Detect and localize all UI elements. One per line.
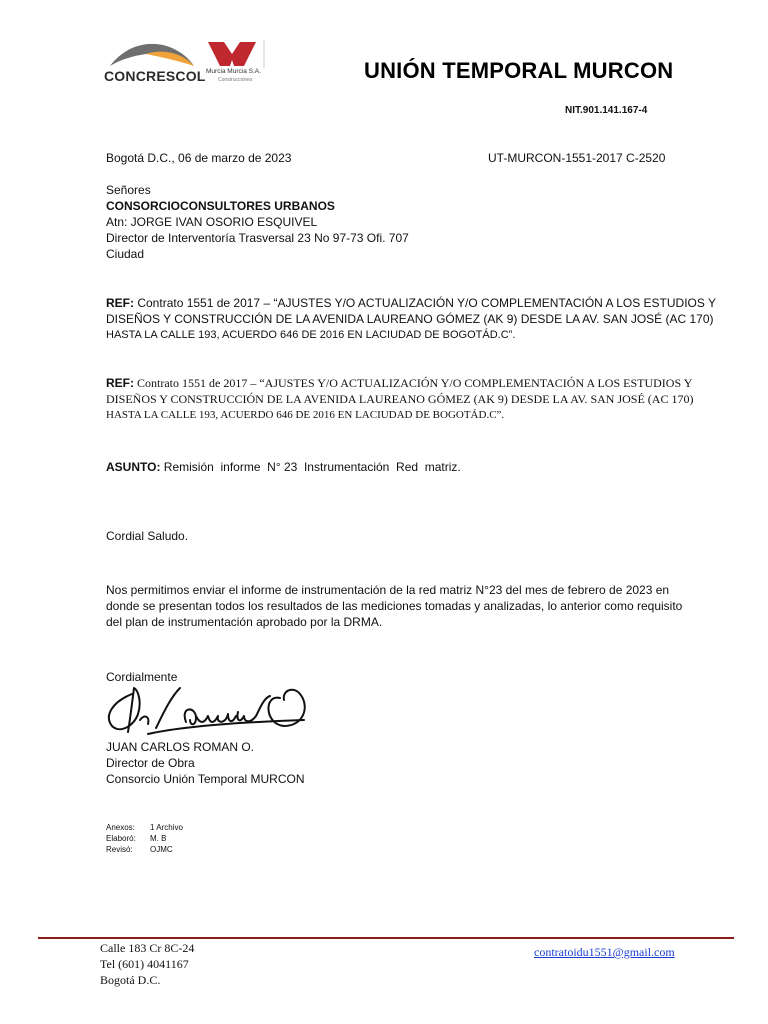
company-title: UNIÓN TEMPORAL MURCON	[364, 58, 674, 83]
subject-text: Remisión informe N° 23 Instrumentación Red matriz.	[163, 460, 461, 474]
annex-row: Anexos: 1 Archivo	[106, 823, 183, 832]
subject-label: ASUNTO:	[106, 460, 161, 474]
footer-email-link[interactable]: contratoidu1551@gmail.com	[534, 945, 675, 959]
body-paragraph	[106, 582, 682, 630]
body-line-2: donde se presentan todos los resultados de las mediciones tomadas y analizadas, lo anterior como requisito	[106, 599, 683, 613]
signer-org: Consorcio Unión Temporal MURCON	[106, 772, 305, 786]
body-line-3: del plan de instrumentación aprobado por la DRMA.	[106, 615, 383, 629]
ref1-line-3: HASTA LA CALLE 193, ACUERDO 646 DE 2016 EN LACIUDAD DE BOGOTÁD.C”.	[106, 329, 516, 341]
nit-number: NIT.901.141.167-4	[565, 105, 648, 116]
signer-title: Director de Obra	[106, 756, 195, 770]
murcia-mark-icon	[204, 40, 284, 68]
footer-divider	[38, 937, 734, 939]
place-date: Bogotá D.C., 06 de marzo de 2023	[106, 151, 292, 165]
ref1-line-2: DISEÑOS Y CONSTRUCCIÓN DE LA AVENIDA LAUREANO GÓMEZ (AK 9) DESDE LA AV. SAN JOSÉ (AC 170)	[106, 312, 714, 326]
body-line-1: Nos permitimos enviar el informe de instrumentación de la red matriz N°23 del mes de febrero de 2023 en	[106, 583, 670, 597]
footer-address-block	[100, 940, 194, 988]
ref1-label: REF:	[106, 296, 134, 310]
subject-line	[106, 459, 461, 475]
concrescol-logo	[100, 40, 206, 90]
concrescol-wordmark: CONCRESCOL	[104, 68, 206, 84]
recipient-city: Ciudad	[106, 247, 145, 261]
reference-code: UT-MURCON-1551-2017 C-2520	[488, 151, 666, 165]
reference-block-1	[106, 295, 716, 343]
annex-row: Revisó: OJMC	[106, 845, 173, 854]
salutation: Señores	[106, 183, 151, 197]
murcia-name: Murcia Murcia S.A.	[206, 68, 261, 75]
murcia-logo	[204, 40, 286, 90]
footer-phone: Tel (601) 4041167	[100, 957, 189, 971]
annexes	[106, 822, 183, 855]
footer-city: Bogotá D.C.	[100, 973, 161, 987]
ref2-label: REF:	[106, 376, 134, 390]
handwritten-signature	[104, 676, 324, 736]
ref2-line-2: DISEÑOS Y CONSTRUCCIÓN DE LA AVENIDA LAUREANO GÓMEZ (AK 9) DESDE LA AV. SAN JOSÉ (AC 170)	[106, 392, 694, 406]
concrescol-arc-icon	[106, 40, 196, 70]
closing: Cordialmente	[106, 670, 178, 684]
recipient-block	[106, 182, 409, 262]
ref2-line-1: REF: Contrato 1551 de 2017 – “AJUSTES Y/O ACTUALIZACIÓN Y/O COMPLEMENTACIÓN A LOS ESTUDIOS Y	[106, 376, 693, 390]
recipient-company: CONSORCIOCONSULTORES URBANOS	[106, 199, 335, 213]
ref2-line-3: HASTA LA CALLE 193, ACUERDO 646 DE 2016 EN LACIUDAD DE BOGOTÁD.C”.	[106, 409, 505, 421]
signer-name: JUAN CARLOS ROMAN O.	[106, 740, 255, 754]
footer-address: Calle 183 Cr 8C-24	[100, 941, 195, 955]
ref1-line-1: REF: Contrato 1551 de 2017 – “AJUSTES Y/O ACTUALIZACIÓN Y/O COMPLEMENTACIÓN A LOS ESTUDIOS Y	[106, 296, 716, 310]
recipient-attention: Atn: JORGE IVAN OSORIO ESQUIVEL	[106, 215, 318, 229]
murcia-subtitle: Construcciones	[218, 77, 253, 83]
signer-block	[106, 739, 305, 787]
annex-row: Elaboró: M. B	[106, 834, 167, 843]
greeting: Cordial Saludo.	[106, 529, 189, 543]
reference-block-2	[106, 375, 694, 423]
recipient-position: Director de Interventoría Trasversal 23 No 97-73 Ofi. 707	[106, 231, 409, 245]
